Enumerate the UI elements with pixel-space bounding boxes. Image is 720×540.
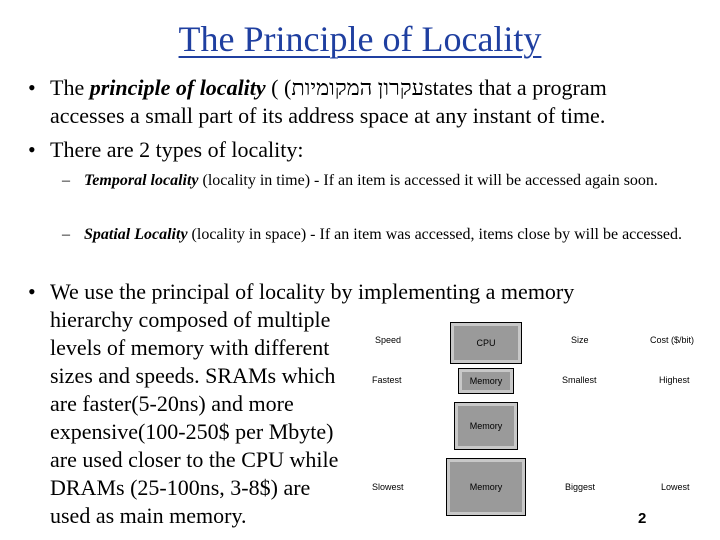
hierarchy-line: DRAMs (25-100ns, 3-8$) are xyxy=(50,475,311,500)
term-spatial-locality: Spatial Locality xyxy=(84,226,188,243)
hierarchy-line: sizes and speeds. SRAMs which xyxy=(50,363,336,388)
hierarchy-line: We use the principal of locality by implementing a memory xyxy=(50,279,575,304)
hierarchy-line: expensive(100-250$ per Mbyte) xyxy=(50,419,334,444)
hierarchy-line: are used closer to the CPU while xyxy=(50,447,339,472)
cpu-label: CPU xyxy=(454,326,518,360)
slowest-label: Slowest xyxy=(372,482,404,492)
sub-bullet-text: (locality in space) - If an item was accessed, items close by will be accessed. xyxy=(187,226,683,243)
bullet-prefix: The xyxy=(50,75,90,100)
memory-level-2-box xyxy=(454,402,518,450)
term-principle-of-locality: principle of locality xyxy=(89,75,266,100)
cpu-box xyxy=(450,322,522,364)
dash: – xyxy=(62,172,70,189)
memory-level-2-label: Memory xyxy=(458,406,514,446)
size-header: Size xyxy=(571,335,589,345)
term-temporal-locality: Temporal locality xyxy=(84,172,199,189)
bullet-dot: • xyxy=(28,279,36,304)
lowest-label: Lowest xyxy=(661,482,690,492)
sub-bullet-text: (locality in time) - If an item is accessed it will be accessed again soon. xyxy=(198,172,658,189)
highest-label: Highest xyxy=(659,375,690,385)
hebrew-term: עקרון המקומיות xyxy=(291,75,425,100)
speed-header: Speed xyxy=(375,335,402,345)
memory-hierarchy-diagram xyxy=(366,316,706,516)
hierarchy-line: used as main memory. xyxy=(50,503,247,528)
bullet-rest: states that a program xyxy=(424,75,607,100)
hierarchy-line: are faster(5-20ns) and more xyxy=(50,391,294,416)
fastest-label: Fastest xyxy=(372,375,402,385)
slide-title: The Principle of Locality xyxy=(178,19,542,59)
cost-header: Cost ($/bit) xyxy=(650,335,695,345)
bullet-text xyxy=(50,74,710,130)
memory-level-3-box xyxy=(446,458,526,516)
biggest-label: Biggest xyxy=(565,482,596,492)
bullet-dot: • xyxy=(28,75,36,100)
dash: – xyxy=(62,226,70,243)
memory-level-3-label: Memory xyxy=(450,462,522,512)
smallest-label: Smallest xyxy=(562,375,597,385)
page-number: 2 xyxy=(638,510,647,527)
bullet-dot: • xyxy=(28,137,36,162)
hierarchy-line: hierarchy composed of multiple xyxy=(50,307,331,332)
memory-level-1-label: Memory xyxy=(462,372,510,390)
bullet-text: There are 2 types of locality: xyxy=(50,137,304,162)
hierarchy-line: levels of memory with different xyxy=(50,335,330,360)
memory-level-1-box xyxy=(458,368,514,394)
bullet-paren: ( ( xyxy=(265,75,292,100)
bullet-line2: accesses a small part of its address space at any instant of time. xyxy=(50,103,606,128)
